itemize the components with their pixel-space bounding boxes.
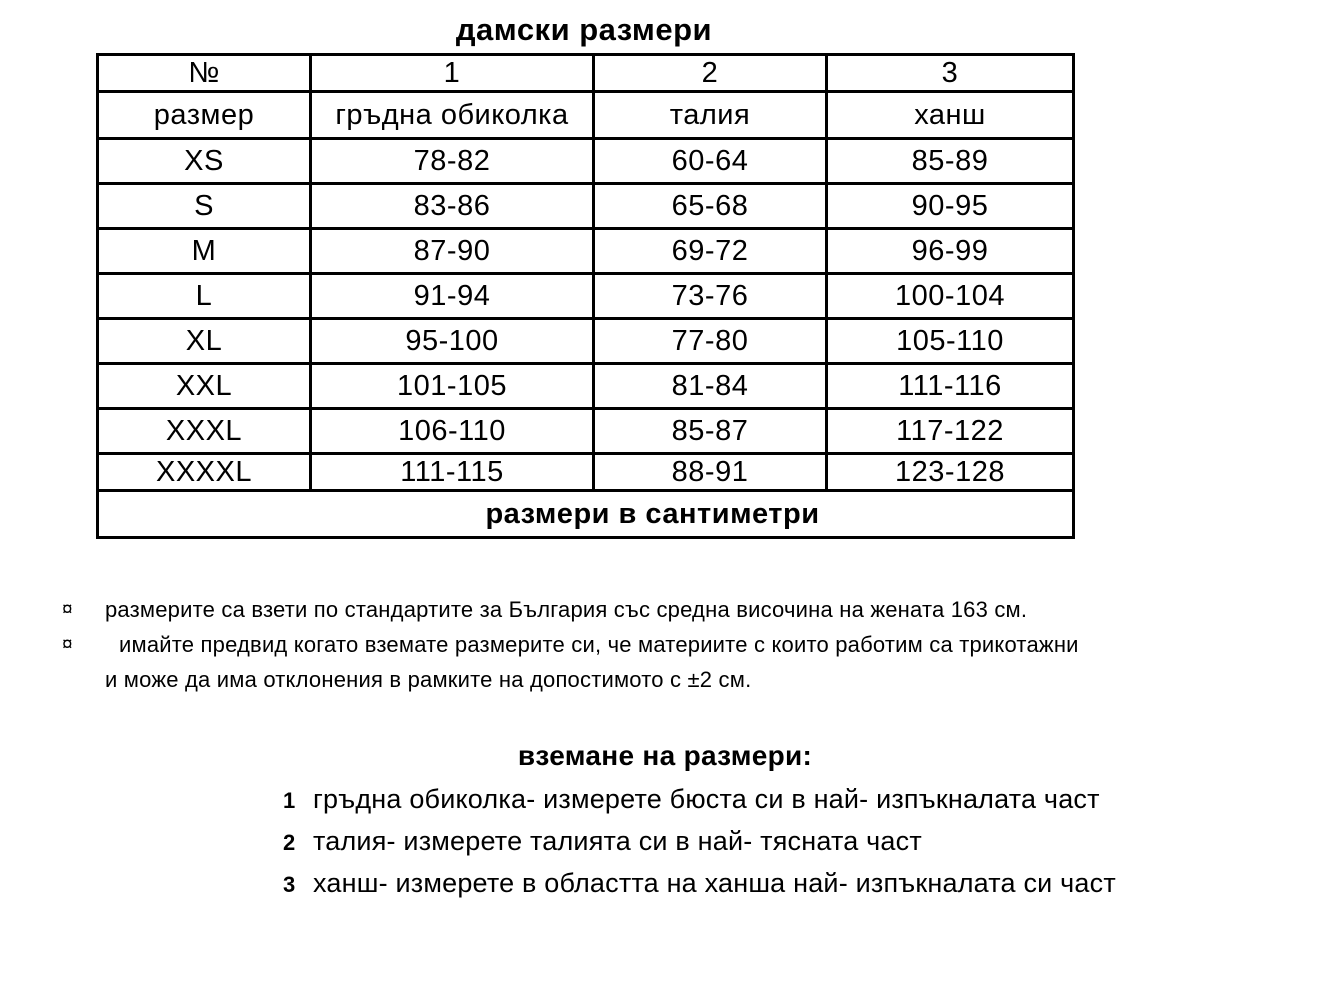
cell-size: M: [98, 229, 311, 274]
cell-size: XXXL: [98, 409, 311, 454]
cell-waist: 88-91: [594, 454, 827, 491]
table-row-xs: [98, 139, 1074, 184]
header-cell-no: №: [98, 55, 311, 92]
cell-chest: 106-110: [311, 409, 594, 454]
note-text: размерите са взети по стандартите за България със средна височина на жената 163 см.: [105, 597, 1028, 622]
notes-section: [62, 592, 1292, 697]
list-item-number: 3: [283, 872, 296, 897]
bullet-marker-icon: ¤: [62, 599, 73, 620]
table-row-xl: [98, 319, 1074, 364]
table-footer-row: [98, 491, 1074, 538]
note-item: [62, 592, 1292, 627]
page-title: дамски размери: [455, 12, 713, 47]
size-table: [96, 53, 1075, 539]
bullet-marker-icon: ¤: [62, 634, 73, 655]
cell-size: S: [98, 184, 311, 229]
cell-waist: 60-64: [594, 139, 827, 184]
list-item-text: гръдна обиколка- измерете бюста си в най- изпъкналата част: [313, 784, 1100, 814]
cell-waist: 77-80: [594, 319, 827, 364]
cell-chest: 95-100: [311, 319, 594, 364]
list-item: [283, 821, 1283, 863]
header-cell-2: 2: [594, 55, 827, 92]
cell-chest: 111-115: [311, 454, 594, 491]
table-row-xxxl: [98, 409, 1074, 454]
cell-hips: 90-95: [827, 184, 1074, 229]
cell-hips: 85-89: [827, 139, 1074, 184]
cell-waist: 85-87: [594, 409, 827, 454]
cell-hips: 105-110: [827, 319, 1074, 364]
table-header-row-labels: [98, 92, 1074, 139]
measuring-instructions-list: [283, 779, 1283, 905]
table-row-xxl: [98, 364, 1074, 409]
cell-chest: 78-82: [311, 139, 594, 184]
cell-hips: 117-122: [827, 409, 1074, 454]
list-item-number: 2: [283, 830, 296, 855]
cell-hips: 96-99: [827, 229, 1074, 274]
measuring-section-heading: вземане на размери:: [517, 740, 813, 771]
cell-hips: 111-116: [827, 364, 1074, 409]
list-item: [283, 779, 1283, 821]
cell-waist: 81-84: [594, 364, 827, 409]
table-row-xxxxl: [98, 454, 1074, 491]
table-row-l: [98, 274, 1074, 319]
header-cell-3: 3: [827, 55, 1074, 92]
note-text: [105, 627, 1292, 697]
header-cell-waist: талия: [594, 92, 827, 139]
cell-chest: 91-94: [311, 274, 594, 319]
list-item-text: ханш- измерете в областта на ханша най- изпъкналата си част: [313, 868, 1116, 898]
cell-hips: 123-128: [827, 454, 1074, 491]
cell-waist: 73-76: [594, 274, 827, 319]
cell-size: L: [98, 274, 311, 319]
note-item: [62, 627, 1292, 697]
table-footer-note: размери в сантиметри: [98, 491, 1074, 538]
cell-size: XXL: [98, 364, 311, 409]
header-cell-size: размер: [98, 92, 311, 139]
header-cell-chest: гръдна обиколка: [311, 92, 594, 139]
cell-size: XXXXL: [98, 454, 311, 491]
cell-chest: 101-105: [311, 364, 594, 409]
header-cell-1: 1: [311, 55, 594, 92]
header-cell-hips: ханш: [827, 92, 1074, 139]
list-item-number: 1: [283, 788, 296, 813]
table-header-row-numbers: [98, 55, 1074, 92]
list-item-text: талия- измерете талията си в най- тясната част: [313, 826, 922, 856]
cell-size: XS: [98, 139, 311, 184]
note-line: и може да има отклонения в рамките на допостимото с ±2 см.: [105, 667, 752, 692]
cell-size: XL: [98, 319, 311, 364]
size-table-container: [96, 53, 1072, 539]
table-row-m: [98, 229, 1074, 274]
cell-chest: 87-90: [311, 229, 594, 274]
table-row-s: [98, 184, 1074, 229]
list-item: [283, 863, 1283, 905]
cell-hips: 100-104: [827, 274, 1074, 319]
cell-waist: 69-72: [594, 229, 827, 274]
cell-waist: 65-68: [594, 184, 827, 229]
cell-chest: 83-86: [311, 184, 594, 229]
note-line: имайте предвид когато вземате размерите си, че материите с които работим са трикотажни: [119, 632, 1079, 657]
